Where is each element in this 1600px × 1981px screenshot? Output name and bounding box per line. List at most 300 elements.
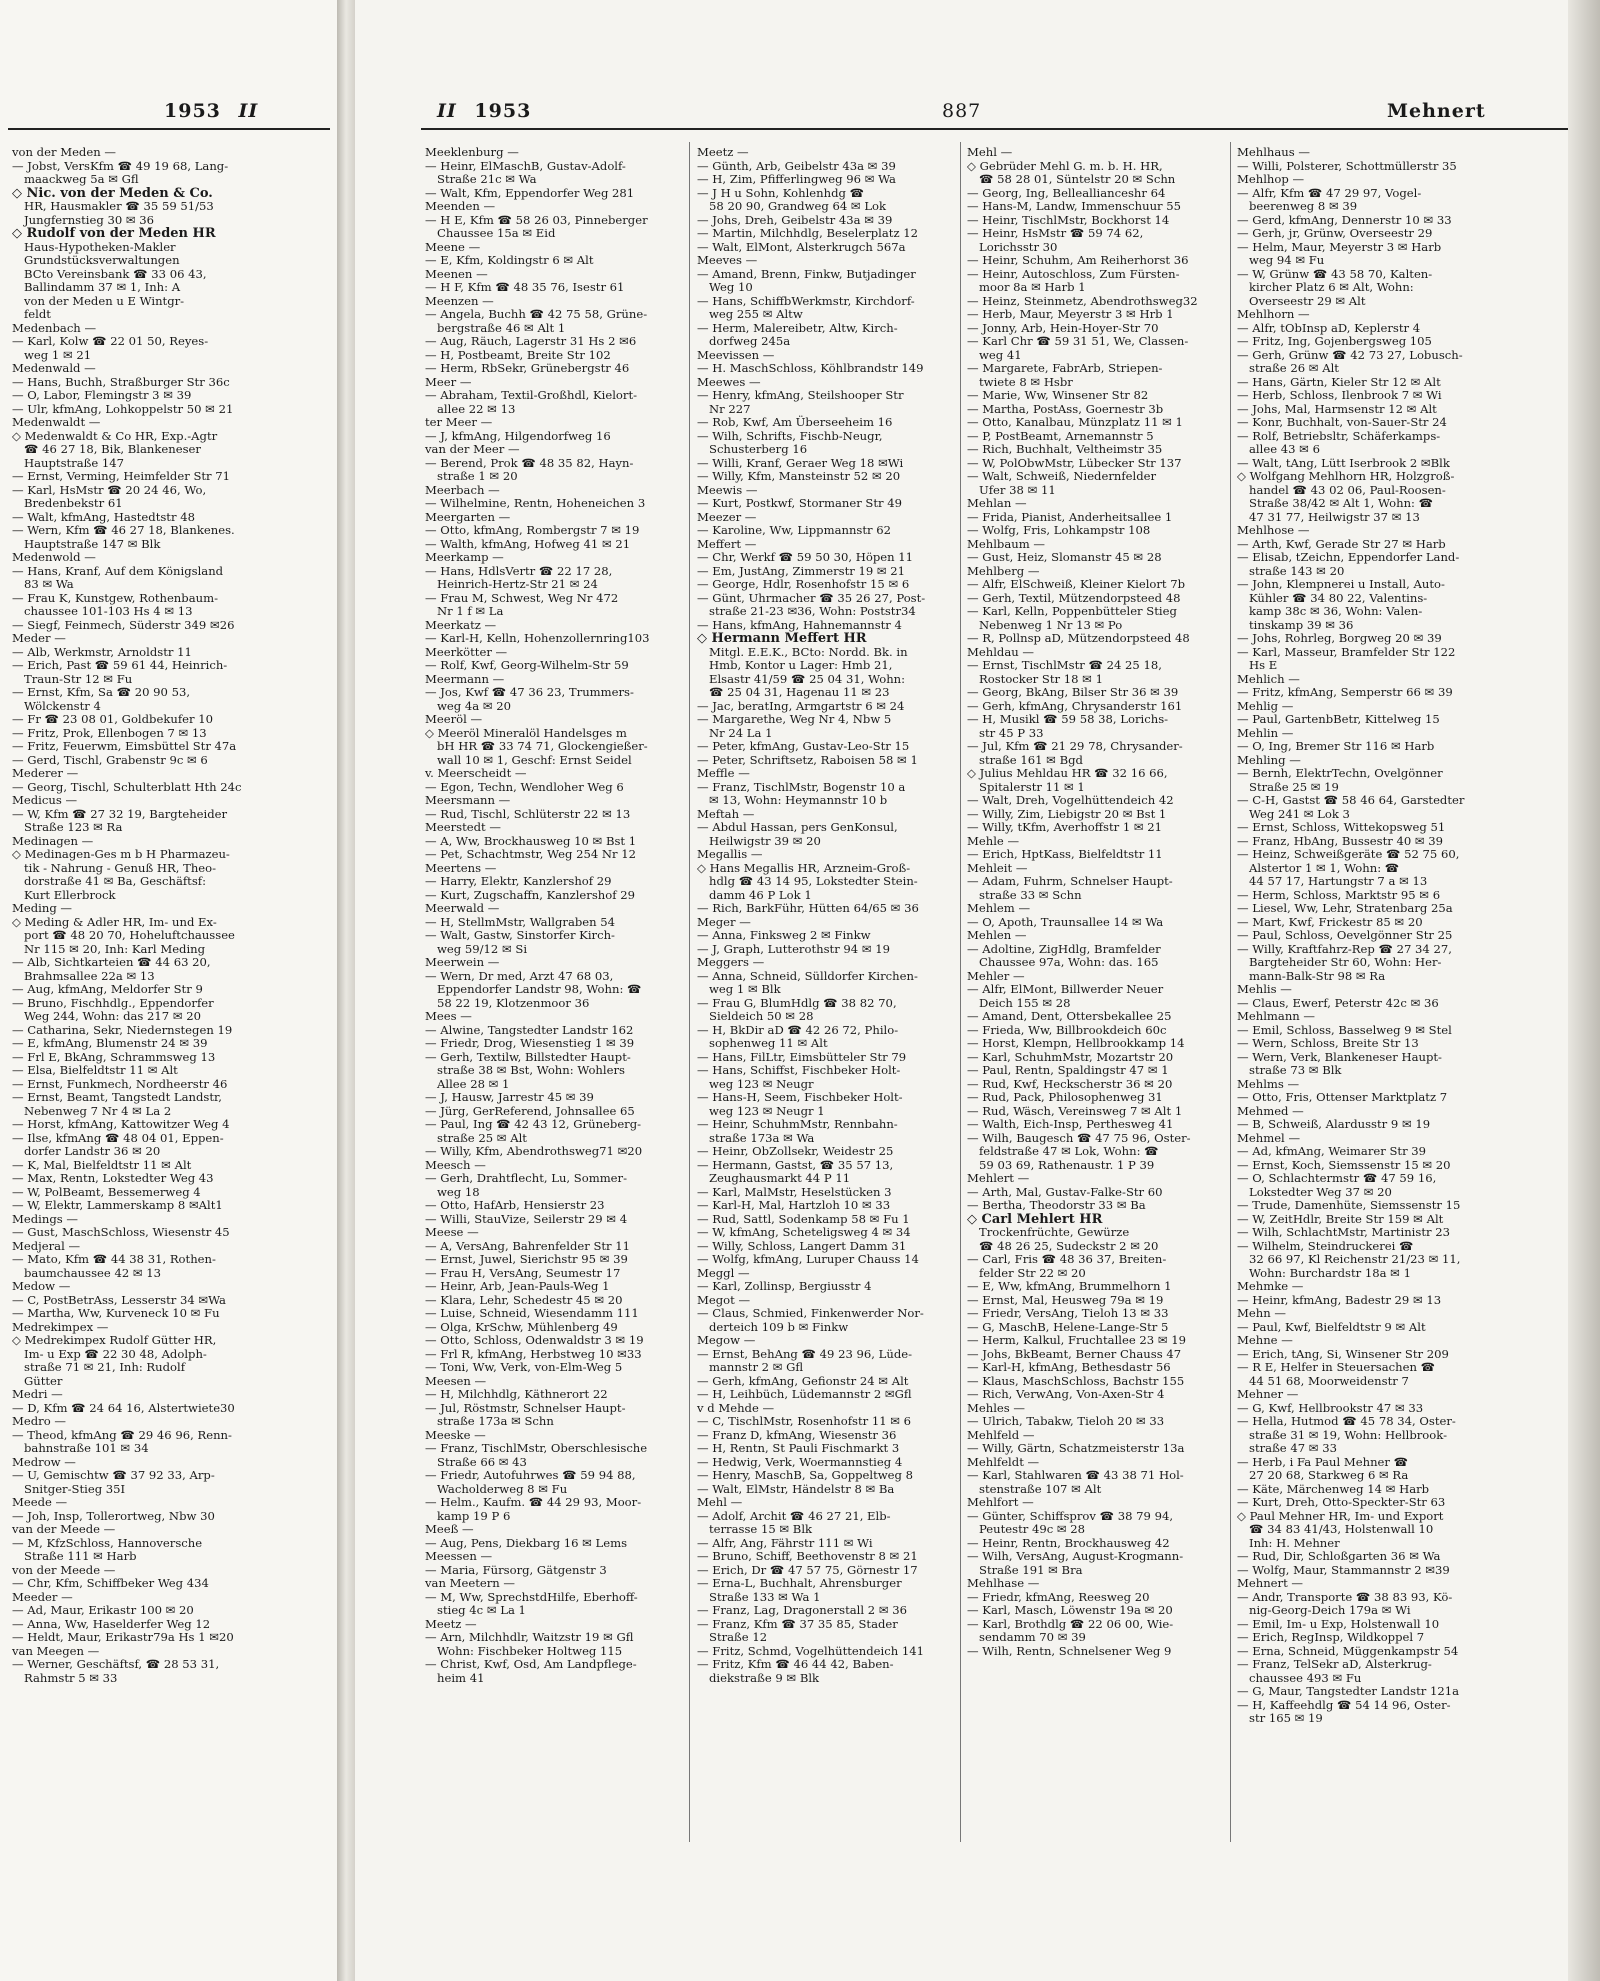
directory-entry: 32 66 97, Kl Reichenstr 21/23 ✉ 11, [1249, 1252, 1461, 1266]
directory-entry: — Jul, Röstmstr, Schnelser Haupt- [425, 1400, 626, 1415]
directory-entry: — H, Kaffeehdlg ☎ 54 14 96, Oster- [1237, 1697, 1451, 1712]
directory-entry: — Rud, Sattl, Sodenkamp 58 ✉ Fu 1 [697, 1211, 910, 1226]
directory-entry: mann-Balk-Str 98 ✉ Ra [1249, 968, 1386, 983]
entry-heading: Mehmel — [1237, 1130, 1301, 1145]
directory-entry: — Herm, Kalkul, Fruchtallee 23 ✉ 19 [967, 1333, 1187, 1347]
directory-entry: — C, TischlMstr, Rosenhofstr 11 ✉ 6 [697, 1414, 912, 1428]
directory-entry: — Claus, Schmied, Finkenwerder Nor- [697, 1306, 924, 1320]
directory-entry: weg 18 [437, 1184, 480, 1199]
directory-entry: — Heinr, Rentn, Brockhausweg 42 [967, 1535, 1170, 1550]
directory-entry: Nebenweg 7 Nr 4 ✉ La 2 [24, 1103, 172, 1118]
directory-entry: — Trude, Damenhüte, Siemssenstr 15 [1237, 1198, 1461, 1212]
entry-heading: Meger — [697, 914, 751, 929]
directory-entry: — Günter, Schiffsprov ☎ 38 79 94, [967, 1508, 1174, 1523]
entry-heading: Mehlms — [1237, 1076, 1300, 1091]
directory-entry: ◇ Medrekimpex Rudolf Gütter HR, [12, 1333, 217, 1347]
directory-entry: — Heinr, Arb, Jean-Pauls-Weg 1 [425, 1279, 610, 1293]
directory-entry: Bredenbekstr 61 [24, 496, 123, 510]
directory-entry: — J H u Sohn, Kohlenhdg ☎ [697, 185, 865, 200]
directory-entry: — Walt, Schweiß, Niedernfelder [967, 469, 1157, 483]
directory-entry: — Ernst, Schloss, Wittekopsweg 51 [1237, 820, 1446, 834]
directory-entry: weg 1 ✉ 21 [24, 347, 92, 362]
entry-heading: Mehlfeld — [967, 1427, 1035, 1442]
directory-entry: straße 26 ✉ Alt [1249, 361, 1339, 375]
directory-entry: ◇ Medinagen-Ges m b H Pharmazeu- [12, 847, 230, 861]
directory-entry: — E, Ww, kfmAng, Brummelhorn 1 [967, 1279, 1172, 1293]
entry-heading: Meerwald — [425, 901, 500, 915]
directory-entry: — Joh, Insp, Tollerortweg, Nbw 30 [12, 1508, 215, 1523]
directory-entry: — Fritz, Kfm ☎ 46 44 42, Baben- [697, 1657, 894, 1671]
directory-entry: — O, Schlachtermstr ☎ 47 59 16, [1237, 1171, 1437, 1185]
directory-entry: — Willi, Polsterer, Schottmüllerstr 35 [1237, 158, 1457, 173]
directory-entry: — Johs, BkBeamt, Berner Chauss 47 [967, 1346, 1182, 1361]
directory-entry: — Käte, Märchenweg 14 ✉ Harb [1237, 1481, 1430, 1496]
directory-entry: — Herb, Schloss, Ilenbrook 7 ✉ Wi [1237, 388, 1442, 402]
directory-entry: — Rud, Dir, Schloßgarten 36 ✉ Wa [1237, 1549, 1441, 1563]
directory-entry: — Karl Chr ☎ 59 31 51, We, Classen- [967, 334, 1189, 348]
directory-entry: Rahmstr 5 ✉ 33 [24, 1670, 118, 1685]
directory-entry: — Jos, Kwf ☎ 47 36 23, Trummers- [425, 685, 634, 699]
entry-heading: Meeß — [425, 1522, 474, 1536]
directory-entry: — Wilhelmine, Rentn, Hoheneichen 3 [425, 496, 646, 510]
directory-entry: — Wolfg, Fris, Lohkampstr 108 [967, 523, 1151, 537]
directory-entry: — Franz, TischlMstr, Bogenstr 10 a [697, 779, 906, 794]
directory-entry: — Ernst, Koch, Siemssenstr 15 ✉ 20 [1237, 1157, 1451, 1172]
directory-entry: 83 ✉ Wa [24, 577, 74, 591]
directory-entry: straße 173a ✉ Schn [437, 1414, 554, 1428]
directory-entry: tik - Nahrung - Genuß HR, Theo- [24, 860, 217, 875]
directory-entry: — Em, JustAng, Zimmerstr 19 ✉ 21 [697, 563, 906, 578]
directory-entry: kamp 38c ✉ 36, Wohn: Valen- [1249, 604, 1423, 618]
entry-heading: Meerwein — [425, 955, 500, 969]
directory-entry: Deich 155 ✉ 28 [979, 995, 1071, 1010]
directory-entry: — Bruno, Schiff, Beethovenstr 8 ✉ 21 [697, 1549, 918, 1563]
column-divider [960, 142, 961, 1842]
entry-heading: Mees — [425, 1009, 472, 1023]
directory-entry: — Karl, Zollinsp, Bergiusstr 4 [697, 1279, 872, 1293]
directory-entry: Straße 133 ✉ Wa 1 [709, 1589, 821, 1604]
directory-entry: — Willy, Kfm, Mansteinstr 52 ✉ 20 [697, 469, 901, 483]
entry-heading: Medenwald — [12, 361, 96, 375]
directory-entry: — Willy, Schloss, Langert Damm 31 [697, 1238, 907, 1253]
right-page [355, 0, 1600, 1981]
directory-entry: maackweg 5a ✉ Gfl [24, 172, 139, 186]
entry-heading: Mehlberg — [967, 563, 1040, 578]
directory-entry: Gütter [24, 1373, 63, 1388]
directory-entry: — Abraham, Textil-Großhdl, Kielort- [425, 388, 638, 402]
directory-entry: — H E, Kfm ☎ 58 26 03, Pinneberger [425, 212, 648, 227]
directory-entry: — Heldt, Maur, Erikastr79a Hs 1 ✉20 [12, 1630, 234, 1644]
entry-heading: Mehleit — [967, 860, 1028, 875]
entry-heading: Meeröl — [425, 712, 483, 726]
entry-heading: Mehler — [967, 968, 1025, 983]
entry-heading: Medenbach — [12, 320, 97, 335]
directory-entry: — O, Ing, Bremer Str 116 ✉ Harb [1237, 739, 1435, 753]
directory-entry: — Martha, PostAss, Goernestr 3b [967, 401, 1164, 416]
directory-entry: — Ilse, kfmAng ☎ 48 04 01, Eppen- [12, 1130, 224, 1145]
entry-heading: Meeske — [425, 1427, 486, 1442]
left-header-rule [8, 128, 330, 130]
directory-entry: — Egon, Techn, Wendloher Weg 6 [425, 779, 624, 794]
directory-entry: — Otto, Kanalbau, Münzplatz 11 ✉ 1 [967, 415, 1183, 429]
directory-entry: — O, Labor, Flemingstr 3 ✉ 39 [12, 388, 192, 402]
directory-entry: kircher Platz 6 ✉ Alt, Wohn: [1249, 280, 1414, 294]
directory-entry: — R, Pollnsp aD, Mützendorpsteed 48 [967, 631, 1190, 645]
directory-entry: weg 4a ✉ 20 [437, 698, 512, 713]
directory-entry: — Karl-H, kfmAng, Bethesdastr 56 [967, 1360, 1171, 1374]
directory-entry: Hauptstraße 147 [24, 455, 125, 470]
directory-entry: — Alb, Werkmstr, Arnoldstr 11 [12, 644, 192, 659]
directory-entry: — Heinr, SchuhmMstr, Rennbahn- [697, 1117, 898, 1131]
directory-entry: Kurt Ellerbrock [24, 887, 116, 902]
directory-entry: allee 22 ✉ 13 [437, 401, 516, 416]
directory-entry: — Alfr, ElSchweiß, Kleiner Kielort 7b [967, 577, 1186, 591]
directory-entry: weg 41 [979, 347, 1022, 362]
directory-entry: — Andr, Transporte ☎ 38 83 93, Kö- [1237, 1589, 1453, 1604]
directory-entry: — Gerh, Grünw ☎ 42 73 27, Lobusch- [1237, 347, 1463, 362]
directory-entry: Im- u Exp ☎ 22 30 48, Adolph- [24, 1346, 207, 1361]
directory-entry: — Arn, Milchhdlr, Waitzstr 19 ✉ Gfl [425, 1630, 634, 1644]
entry-heading: von der Meden — [12, 145, 116, 159]
column-divider [689, 142, 690, 1842]
directory-entry: — Gerd, Tischl, Grabenstr 9c ✉ 6 [12, 752, 208, 767]
directory-entry: — Wern, Dr med, Arzt 47 68 03, [425, 968, 614, 983]
directory-entry: — Martin, Milchhdlg, Beselerplatz 12 [697, 226, 918, 240]
directory-entry: — Harry, Elektr, Kanzlershof 29 [425, 874, 612, 888]
directory-entry: — J, Graph, Lutterothstr 94 ✉ 19 [697, 941, 891, 956]
directory-entry: chaussee 493 ✉ Fu [1249, 1670, 1362, 1685]
directory-entry: — D, Kfm ☎ 24 64 16, Alstertwiete30 [12, 1400, 235, 1415]
entry-heading: Medrekimpex — [12, 1319, 109, 1334]
directory-entry: — Kurt, Postkwf, Stormaner Str 49 [697, 496, 903, 510]
entry-heading: ter Meer — [425, 415, 493, 429]
directory-entry: — Elisab, tZeichn, Eppendorfer Land- [1237, 550, 1460, 564]
directory-entry: — Paul, Ing ☎ 42 43 12, Grüneberg- [425, 1117, 642, 1131]
directory-entry: moor 8a ✉ Harb 1 [979, 280, 1086, 294]
entry-heading: Mehlbaum — [967, 536, 1045, 551]
directory-entry: — Theod, kfmAng ☎ 29 46 96, Renn- [12, 1427, 232, 1442]
entry-heading: Meerkamp — [425, 550, 504, 564]
directory-entry: Zeughausmarkt 44 P 11 [709, 1171, 851, 1185]
directory-entry: — Ernst, Beamt, Tangstedt Landstr, [12, 1090, 222, 1104]
directory-entry: — Franz, HbAng, Bussestr 40 ✉ 39 [1237, 833, 1444, 848]
directory-entry: — Max, Rentn, Lokstedter Weg 43 [12, 1171, 214, 1185]
directory-entry: weg 94 ✉ Fu [1249, 253, 1325, 267]
entry-heading: van Meetern — [425, 1576, 516, 1590]
directory-entry: — Gust, Heiz, Slomanstr 45 ✉ 28 [967, 550, 1162, 564]
directory-entry: — Ulrich, Tabakw, Tieloh 20 ✉ 33 [967, 1414, 1165, 1428]
directory-entry: — Frl R, kfmAng, Herbstweg 10 ✉33 [425, 1346, 642, 1361]
directory-entry: heim 41 [437, 1670, 485, 1685]
directory-entry: Heinrich-Hertz-Str 21 ✉ 24 [437, 577, 598, 591]
directory-entry: — Rich, Buchhalt, Veltheimstr 35 [967, 442, 1163, 456]
directory-entry: — Heinr, HsMstr ☎ 59 74 62, [967, 226, 1144, 240]
directory-entry: Elsastr 41/59 ☎ 25 04 31, Wohn: [709, 671, 906, 686]
directory-entry: — Karoline, Ww, Lippmannstr 62 [697, 523, 892, 537]
right-header-year: 1953 [474, 100, 532, 122]
directory-entry: — U, Gemischtw ☎ 37 92 33, Arp- [12, 1468, 215, 1482]
directory-entry: chaussee 101-103 Hs 4 ✉ 13 [24, 604, 193, 618]
directory-entry: HR, Hausmakler ☎ 35 59 51/53 [24, 199, 214, 213]
entry-heading: Medro — [12, 1414, 66, 1428]
directory-entry: — Fr ☎ 23 08 01, Goldbekufer 10 [12, 712, 213, 726]
directory-entry: — Karl, HsMstr ☎ 20 24 46, Wo, [12, 482, 207, 497]
directory-entry: — Alfr, Ang, Fährstr 111 ✉ Wi [697, 1535, 873, 1550]
directory-entry: derteich 109 b ✉ Finkw [709, 1319, 849, 1334]
directory-entry: — C-H, Gastst ☎ 58 46 64, Garstedter [1237, 793, 1465, 807]
directory-entry: — Horst, kfmAng, Kattowitzer Weg 4 [12, 1117, 230, 1131]
directory-entry: — R E, Helfer in Steuersachen ☎ [1237, 1360, 1436, 1374]
directory-entry: — Berend, Prok ☎ 48 35 82, Hayn- [425, 455, 634, 470]
directory-entry: — Heinr, Autoschloss, Zum Fürsten- [967, 266, 1180, 281]
directory-entry: — Hans, Schiffst, Fischbeker Holt- [697, 1063, 901, 1077]
directory-entry: dorstraße 41 ✉ Ba, Geschäftsf: [24, 874, 206, 888]
directory-entry: — Alfr, Kfm ☎ 47 29 97, Vogel- [1237, 185, 1422, 200]
directory-entry: ☎ 46 27 18, Bik, Blankeneser [24, 442, 201, 456]
directory-entry: — Rob, Kwf, Am Überseeheim 16 [697, 415, 893, 429]
directory-entry: — A, VersAng, Bahrenfelder Str 11 [425, 1238, 631, 1253]
directory-entry: — H, Postbeamt, Breite Str 102 [425, 347, 611, 362]
directory-entry: — Herb, i Fa Paul Mehner ☎ [1237, 1454, 1409, 1469]
directory-entry: — Wilh, VersAng, August-Krogmann- [967, 1549, 1184, 1563]
directory-entry: straße 73 ✉ Blk [1249, 1063, 1342, 1077]
directory-entry: 44 57 17, Hartungstr 7 a ✉ 13 [1249, 874, 1428, 888]
directory-entry: ◇ Nic. von der Meden & Co. [12, 185, 213, 201]
directory-entry: Snitger-Stieg 35I [24, 1481, 126, 1496]
directory-entry: — Arth, Mal, Gustav-Falke-Str 60 [967, 1184, 1163, 1199]
directory-entry: straße 161 ✉ Bgd [979, 752, 1083, 767]
directory-entry: — Konr, Buchhalt, von-Sauer-Str 24 [1237, 415, 1447, 429]
directory-entry: ◇ Meding & Adler HR, Im- und Ex- [12, 914, 217, 929]
directory-entry: weg 123 ✉ Neugr [709, 1076, 814, 1091]
entry-heading: Meenen — [425, 266, 488, 281]
entry-heading: Mehl — [967, 145, 1013, 159]
directory-entry: bahnstraße 101 ✉ 34 [24, 1441, 149, 1455]
directory-entry: — Friedr, VersAng, Tieloh 13 ✉ 33 [967, 1306, 1169, 1320]
directory-entry: — Walt, Kfm, Eppendorfer Weg 281 [425, 185, 635, 200]
directory-entry: — Alfr, tObInsp aD, Keplerstr 4 [1237, 320, 1421, 335]
entry-heading: Medjeral — [12, 1238, 81, 1253]
directory-entry: — Wilh, Baugesch ☎ 47 75 96, Oster- [967, 1130, 1191, 1145]
directory-entry: ◇ Meeröl Mineralöl Handelsges m [425, 725, 627, 740]
directory-entry: — Wolfg, Maur, Stammannstr 2 ✉39 [1237, 1562, 1450, 1577]
directory-entry: straße 33 ✉ Schn [979, 887, 1082, 902]
directory-entry: — Herm, RbSekr, Grünebergstr 46 [425, 361, 630, 375]
directory-entry: — Karl, Kelln, Poppenbütteler Stieg [967, 604, 1177, 618]
directory-entry: — Arth, Kwf, Gerade Str 27 ✉ Harb [1237, 536, 1446, 551]
entry-heading: Mehlfeldt — [967, 1454, 1040, 1469]
directory-entry: — Ernst, Verming, Heimfelder Str 71 [12, 469, 231, 483]
directory-entry: sophenweg 11 ✉ Alt [709, 1036, 828, 1050]
directory-entry: weg 123 ✉ Neugr 1 [709, 1103, 825, 1118]
directory-entry: Kühler ☎ 34 80 22, Valentins- [1249, 590, 1428, 605]
directory-entry: — Willi, Kranf, Geraer Weg 18 ✉Wi [697, 455, 904, 470]
directory-entry: stenstraße 107 ✉ Alt [979, 1481, 1102, 1496]
directory-entry: straße 47 ✉ 33 [1249, 1441, 1337, 1455]
directory-entry: wall 10 ✉ 1, Geschf: Ernst Seidel [437, 752, 632, 767]
directory-entry: — Heinr, Schuhm, Am Reiherhorst 36 [967, 253, 1189, 267]
entry-heading: Meede — [12, 1495, 68, 1509]
directory-entry: straße 38 ✉ Bst, Wohn: Wohlers [437, 1063, 625, 1077]
entry-heading: Mehlhorn — [1237, 307, 1310, 321]
directory-entry: — W, Grünw ☎ 43 58 70, Kalten- [1237, 266, 1433, 281]
entry-heading: Mehle — [967, 833, 1020, 848]
directory-entry: straße 173a ✉ Wa [709, 1130, 815, 1145]
directory-entry: — Willy, Kraftfahrz-Rep ☎ 27 34 27, [1237, 941, 1452, 956]
directory-entry: — Erich, tAng, Si, Winsener Str 209 [1237, 1346, 1449, 1361]
directory-entry: — Johs, Mal, Harmsenstr 12 ✉ Alt [1237, 401, 1437, 416]
entry-heading: Meessen — [425, 1549, 493, 1563]
directory-entry: str 165 ✉ 19 [1249, 1711, 1323, 1725]
directory-entry: ☎ 34 83 41/43, Holstenwall 10 [1249, 1522, 1434, 1536]
directory-entry: Mitgl. E.E.K., BCto: Nordd. Bk. in [709, 644, 908, 659]
directory-entry: — Walt, ElMont, Alsterkrugch 567a [697, 239, 906, 254]
directory-entry: straße 71 ✉ 21, Inh: Rudolf [24, 1360, 186, 1374]
directory-entry: — Wolfg, kfmAng, Luruper Chauss 14 [697, 1252, 919, 1266]
left-header-part: II [238, 100, 259, 122]
directory-entry: — Carl, Fris ☎ 48 36 37, Breiten- [967, 1252, 1167, 1266]
directory-entry: — Luise, Schneid, Wiesendamm 111 [425, 1306, 639, 1320]
entry-heading: Meergarten — [425, 509, 511, 524]
directory-entry: — Erna-L, Buchhalt, Ahrensburger [697, 1576, 902, 1590]
entry-heading: Mehlhose — [1237, 523, 1310, 537]
directory-entry: — Franz, Lag, Dragonerstall 2 ✉ 36 [697, 1603, 907, 1617]
directory-entry: — Aug, Pens, Diekbarg 16 ✉ Lems [425, 1535, 628, 1550]
directory-entry: — Otto, Schloss, Odenwaldstr 3 ✉ 19 [425, 1333, 644, 1347]
entry-heading: Mehlin — [1237, 725, 1294, 740]
directory-entry: Lorichsstr 30 [979, 239, 1058, 254]
directory-entry: — Catharina, Sekr, Niedernstegen 19 [12, 1022, 233, 1037]
directory-entry: — Franz, TelSekr aD, Alsterkrug- [1237, 1657, 1432, 1671]
directory-entry: felder Str 22 ✉ 20 [979, 1265, 1086, 1280]
directory-entry: bH HR ☎ 33 74 71, Glockengießer- [437, 739, 648, 753]
entry-heading: Mehlich — [1237, 671, 1300, 686]
directory-entry: — Franz, TischlMstr, Oberschlesische [425, 1441, 648, 1455]
directory-entry: — Willy, Kfm, Abendrothsweg71 ✉20 [425, 1144, 643, 1158]
entry-heading: Meggers — [697, 955, 765, 969]
entry-heading: Medenwold — [12, 550, 96, 564]
directory-entry: — Frau K, Kunstgew, Rothenbaum- [12, 590, 218, 605]
directory-entry: — G, Kwf, Hellbrookstr 47 ✉ 33 [1237, 1400, 1424, 1415]
directory-entry: — Ulr, kfmAng, Lohkoppelstr 50 ✉ 21 [12, 401, 234, 416]
entry-heading: Meeklenburg — [425, 145, 519, 159]
entry-heading: Mehlhaus — [1237, 145, 1310, 159]
directory-entry: hdlg ☎ 43 14 95, Lokstedter Stein- [709, 874, 918, 888]
directory-entry: — H, StellmMstr, Wallgraben 54 [425, 914, 616, 929]
directory-entry: — G, Maur, Tangstedter Landstr 121a [1237, 1684, 1460, 1698]
directory-entry: — B, Schweiß, Alardusstr 9 ✉ 19 [1237, 1117, 1431, 1131]
entry-heading: Meersmann — [425, 793, 511, 807]
entry-heading: Medenwaldt — [12, 415, 101, 429]
right-column-3 [967, 146, 1233, 1658]
directory-entry: — Bertha, Theodorstr 33 ✉ Ba [967, 1198, 1146, 1212]
directory-entry: allee 43 ✉ 6 [1249, 442, 1320, 456]
directory-entry: — Karl, Kolw ☎ 22 01 50, Reyes- [12, 334, 209, 348]
directory-entry: — Claus, Ewerf, Peterstr 42c ✉ 36 [1237, 995, 1439, 1010]
directory-entry: diekstraße 9 ✉ Blk [709, 1670, 820, 1685]
directory-entry: — Emil, Schloss, Basselweg 9 ✉ Stel [1237, 1022, 1452, 1037]
directory-entry: — Fritz, kfmAng, Semperstr 66 ✉ 39 [1237, 685, 1453, 699]
entry-heading: Meese — [425, 1225, 479, 1239]
page-edge [1568, 0, 1600, 1981]
directory-entry: — Peter, Schriftsetz, Raboisen 58 ✉ 1 [697, 752, 918, 767]
entry-heading: Meftah — [697, 806, 755, 821]
entry-heading: Meezer — [697, 509, 757, 524]
directory-entry: 58 22 19, Klotzenmoor 36 [437, 995, 590, 1010]
directory-entry: — Erna, Schneid, Müggenkampstr 54 [1237, 1643, 1459, 1658]
entry-heading: Meesch — [425, 1157, 486, 1172]
directory-entry: — Hans, Kranf, Auf dem Königsland [12, 563, 224, 578]
directory-entry: — Karl, Masch, Löwenstr 19a ✉ 20 [967, 1603, 1173, 1617]
directory-entry: — Gerh, kfmAng, Chrysanderstr 161 [967, 698, 1183, 713]
directory-entry: Straße 21c ✉ Wa [437, 172, 537, 186]
directory-entry: — Fritz, Ing, Gojenbergsweg 105 [1237, 334, 1432, 348]
directory-entry: — Rud, Tischl, Schlüterstr 22 ✉ 13 [425, 806, 631, 821]
directory-entry: — Olga, KrSchw, Mühlenberg 49 [425, 1319, 618, 1334]
directory-entry: — Amand, Brenn, Finkw, Butjadinger [697, 266, 916, 281]
directory-entry: — Karl, Masseur, Bramfelder Str 122 [1237, 644, 1456, 659]
directory-entry: — Ad, Maur, Erikastr 100 ✉ 20 [12, 1603, 194, 1617]
directory-entry: — Jürg, GerReferend, Johnsallee 65 [425, 1103, 635, 1118]
left-page-header [164, 100, 258, 122]
directory-entry: — Heinr, ObZollsekr, Weidestr 25 [697, 1144, 894, 1158]
entry-heading: Mehlem — [967, 901, 1031, 915]
directory-entry: mannstr 2 ✉ Gfl [709, 1360, 804, 1374]
left-header-year: 1953 [164, 100, 221, 122]
entry-heading: Mehmke — [1237, 1279, 1304, 1293]
directory-entry: — Alb, Sichtkarteien ☎ 44 63 20, [12, 955, 211, 969]
directory-entry: Lokstedter Weg 37 ✉ 20 [1249, 1184, 1392, 1199]
directory-entry: Traun-Str 12 ✉ Fu [24, 671, 133, 686]
entry-heading: Mehlig — [1237, 698, 1294, 713]
directory-entry: — E, Kfm, Koldingstr 6 ✉ Alt [425, 253, 594, 267]
directory-entry: — Günt, Uhrmacher ☎ 35 26 27, Post- [697, 590, 926, 605]
directory-entry: Straße 111 ✉ Harb [24, 1549, 137, 1563]
directory-entry: — Wern, Kfm ☎ 46 27 18, Blankenes. [12, 523, 235, 537]
directory-entry: — Gerh, kfmAng, Gefionstr 24 ✉ Alt [697, 1373, 909, 1388]
entry-heading: Meermann — [425, 671, 505, 686]
directory-entry: Alstertor 1 ✉ 1, Wohn: ☎ [1249, 860, 1400, 875]
directory-entry: — H, Milchhdlg, Käthnerort 22 [425, 1387, 608, 1401]
directory-entry: — Wilh, Rentn, Schnelsener Weg 9 [967, 1643, 1172, 1658]
entry-heading: Mehlfort — [967, 1495, 1034, 1509]
directory-entry: — H. MaschSchloss, Köhlbrandstr 149 [697, 361, 924, 375]
directory-entry: 27 20 68, Starkweg 6 ✉ Ra [1249, 1468, 1409, 1482]
directory-entry: — Hans, Buchh, Straßburger Str 36c [12, 374, 230, 389]
directory-entry: — Erich, Past ☎ 59 61 44, Heinrich- [12, 658, 228, 672]
directory-entry: — Rud, Wäsch, Vereinsweg 7 ✉ Alt 1 [967, 1103, 1183, 1118]
directory-entry: kamp 19 P 6 [437, 1508, 511, 1523]
directory-entry: — Kurt, Dreh, Otto-Speckter-Str 63 [1237, 1495, 1446, 1509]
directory-entry: — Mart, Kwf, Frickestr 85 ✉ 20 [1237, 914, 1423, 929]
directory-entry: — Frida, Pianist, Anderheitsallee 1 [967, 509, 1173, 524]
directory-entry: — Wilh, SchlachtMstr, Martinistr 23 [1237, 1225, 1450, 1239]
directory-entry: — H, Musikl ☎ 59 58 38, Lorichs- [967, 712, 1169, 726]
directory-entry: ◇ Carl Mehlert HR [967, 1211, 1103, 1227]
entry-heading: Meenzen — [425, 293, 494, 308]
directory-entry: — Anna, Ww, Haselderfer Weg 12 [12, 1616, 211, 1631]
directory-entry: Allee 28 ✉ 1 [437, 1076, 510, 1091]
directory-entry: — Frau M, Schwest, Weg Nr 472 [425, 590, 619, 605]
directory-entry: Nr 24 La 1 [709, 725, 773, 740]
entry-heading: Meggl — [697, 1265, 750, 1280]
directory-entry: — Karl, SchuhmMstr, Mozartstr 20 [967, 1049, 1174, 1064]
directory-entry: — Walt, kfmAng, Hastedtstr 48 [12, 509, 195, 524]
directory-entry: — Hans, SchiffbWerkmstr, Kirchdorf- [697, 293, 915, 308]
directory-entry: — Karl, Brothdlg ☎ 22 06 00, Wie- [967, 1616, 1174, 1631]
column-divider [1230, 142, 1231, 1842]
directory-entry: — Friedr, kfmAng, Reesweg 20 [967, 1589, 1150, 1604]
